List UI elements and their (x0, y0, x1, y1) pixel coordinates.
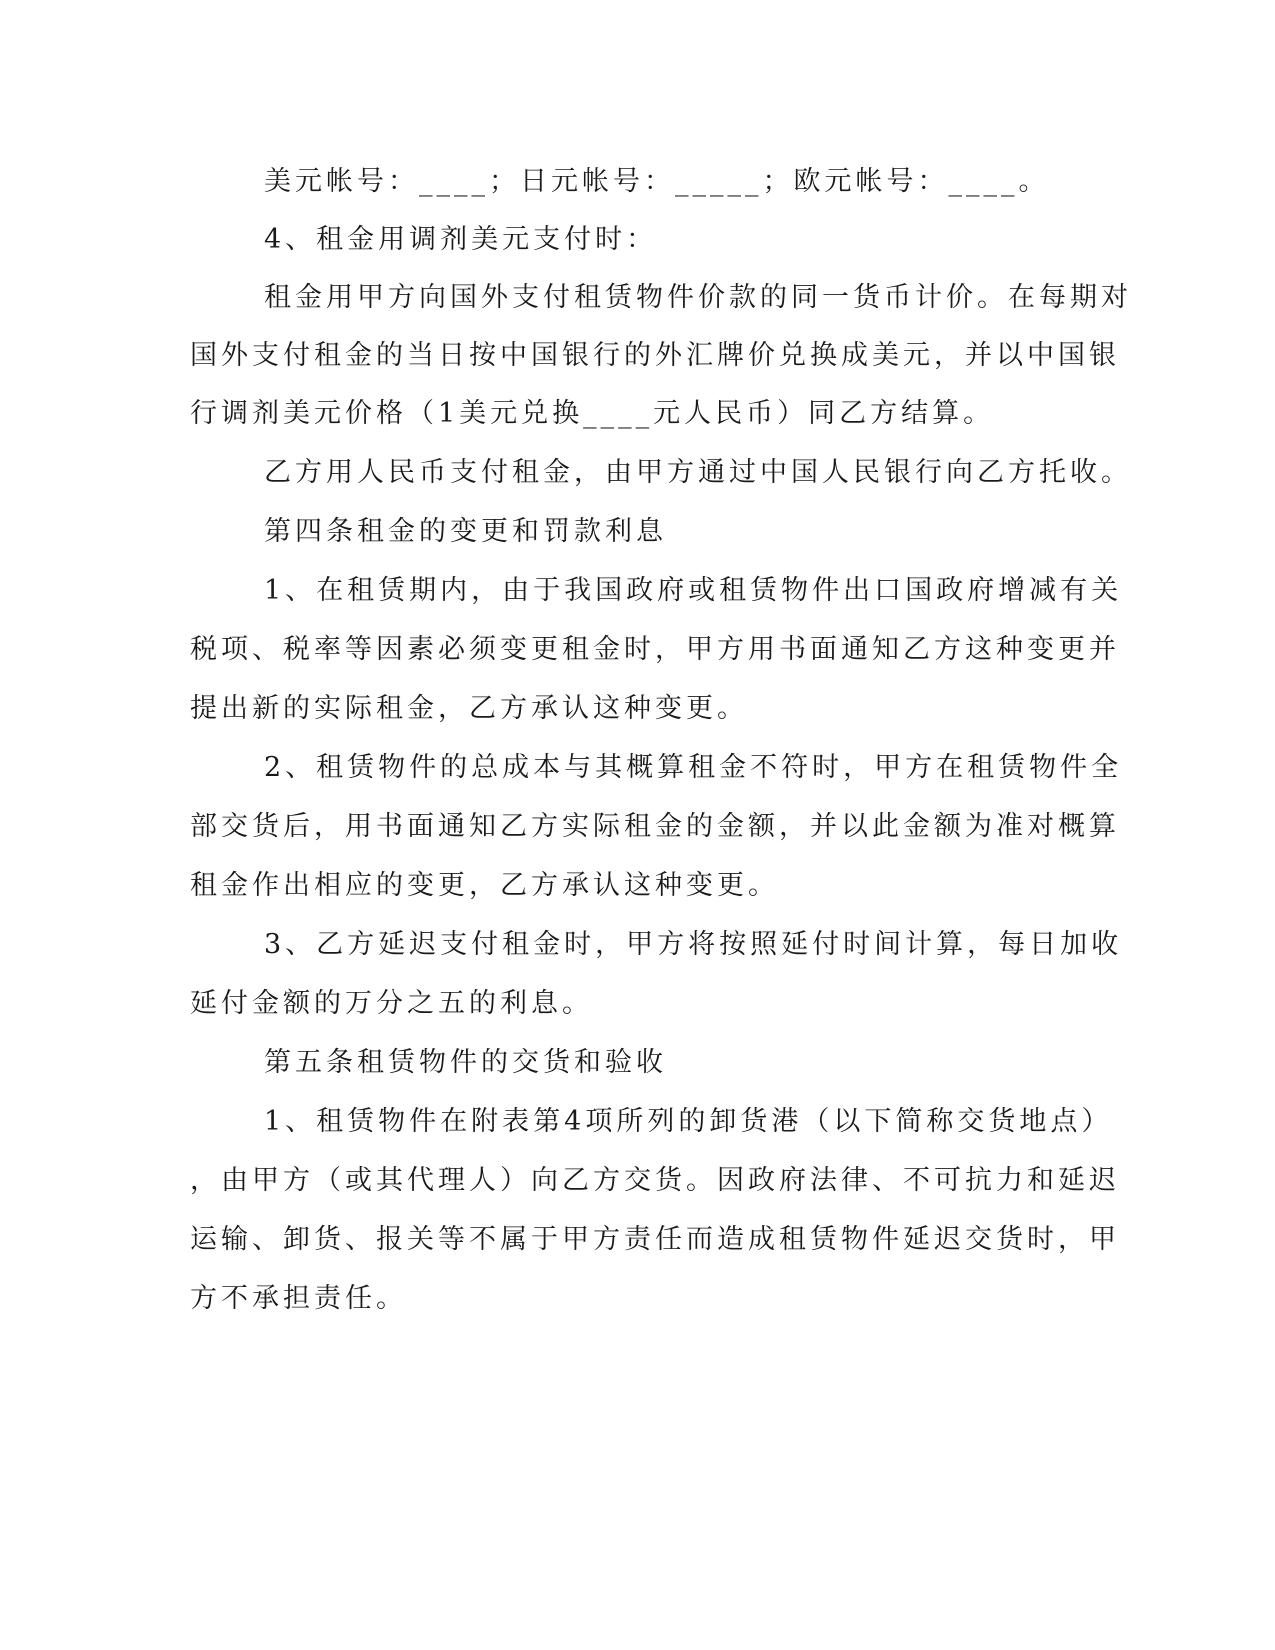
paragraph-line: 2、租赁物件的总成本与其概算租金不符时，甲方在租赁物件全 (264, 752, 1123, 783)
paragraph-line: 乙方用人民币支付租金，由甲方通过中国人民银行向乙方托收。 (264, 457, 1132, 488)
article-5-heading: 第五条租赁物件的交货和验收 (264, 1047, 667, 1078)
paragraph-line: 1、在租赁期内，由于我国政府或租赁物件出口国政府增减有关 (264, 575, 1123, 606)
paragraph-line: 方不承担责任。 (190, 1283, 407, 1314)
paragraph-line: 租金作出相应的变更，乙方承认这种变更。 (190, 870, 779, 901)
paragraph-line: 1、租赁物件在附表第4项所列的卸货港（以下简称交货地点） (264, 1106, 1113, 1137)
paragraph-line: 延付金额的万分之五的利息。 (190, 988, 593, 1019)
paragraph-line: 行调剂美元价格（1美元兑换____元人民币）同乙方结算。 (190, 398, 995, 429)
account-numbers-line: 美元帐号：____；日元帐号：_____；欧元帐号：____。 (264, 166, 1050, 197)
paragraph-line: ，由甲方（或其代理人）向乙方交货。因政府法律、不可抗力和延迟 (190, 1165, 1120, 1196)
clause-item-4-heading: 4、租金用调剂美元支付时： (264, 224, 658, 255)
paragraph-line: 国外支付租金的当日按中国银行的外汇牌价兑换成美元，并以中国银 (190, 340, 1120, 371)
paragraph-line: 部交货后，用书面通知乙方实际租金的金额，并以此金额为准对概算 (190, 811, 1120, 842)
paragraph-line: 税项、税率等因素必须变更租金时，甲方用书面通知乙方这种变更并 (190, 634, 1120, 665)
article-4-heading: 第四条租金的变更和罚款利息 (264, 516, 667, 547)
paragraph-line: 租金用甲方向国外支付租赁物件价款的同一货币计价。在每期对 (264, 282, 1132, 313)
paragraph-line: 运输、卸货、报关等不属于甲方责任而造成租赁物件延迟交货时，甲 (190, 1224, 1120, 1255)
paragraph-line: 3、乙方延迟支付租金时，甲方将按照延付时间计算，每日加收 (264, 929, 1123, 960)
paragraph-line: 提出新的实际租金，乙方承认这种变更。 (190, 693, 748, 724)
